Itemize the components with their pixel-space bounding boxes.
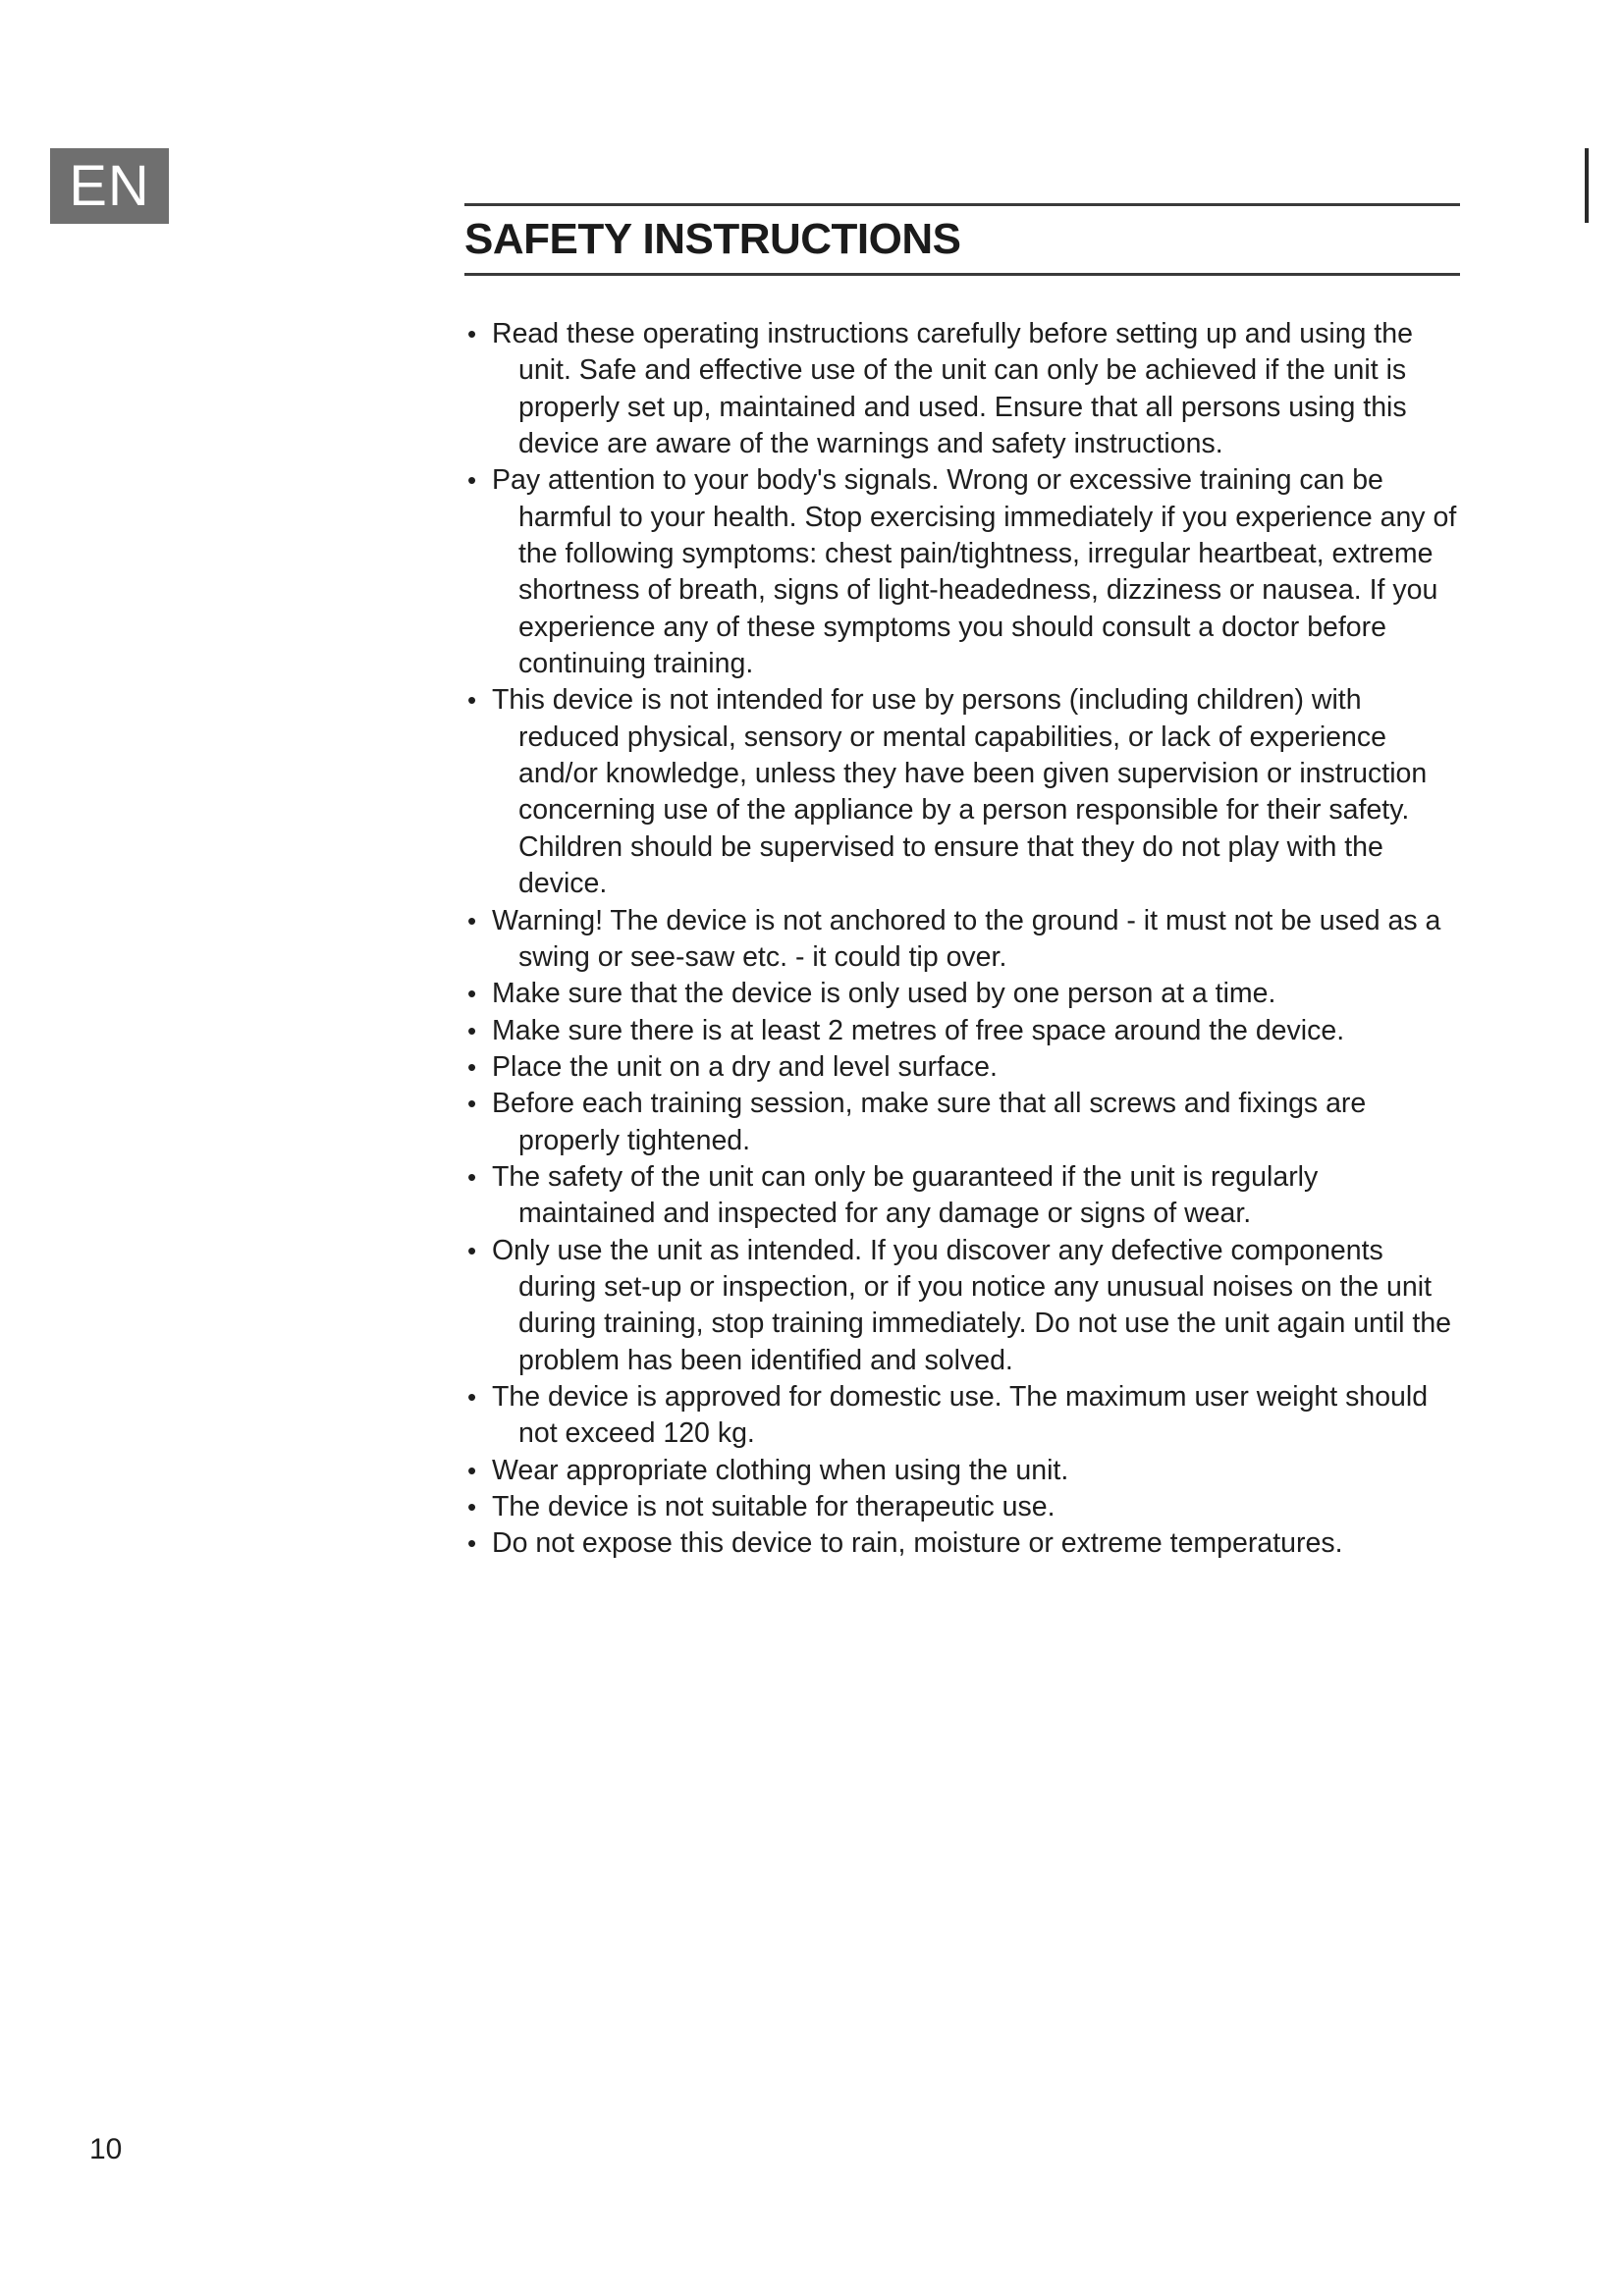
- bullet-icon: •: [467, 1492, 477, 1522]
- list-item-text: Wear appropriate clothing when using the unit.: [492, 1454, 1069, 1486]
- bullet-icon: •: [467, 1235, 477, 1265]
- list-item: [464, 1159, 1460, 1233]
- list-item: [464, 1013, 1460, 1049]
- list-item-text: The device is approved for domestic use. The maximum user weight should not exceed 120 kg.: [492, 1380, 1429, 1450]
- page-title: SAFETY INSTRUCTIONS: [464, 215, 961, 263]
- list-item-text: Before each training session, make sure that all screws and fixings are properly tightened.: [492, 1088, 1367, 1156]
- title-rule-bottom: [464, 273, 1460, 276]
- bullet-icon: •: [467, 1528, 477, 1559]
- list-item-text: Do not expose this device to rain, moisture or extreme temperatures.: [492, 1527, 1343, 1560]
- list-item: [464, 1453, 1460, 1489]
- list-item: [464, 1379, 1460, 1453]
- list-item-text: The device is not suitable for therapeutic use.: [492, 1491, 1056, 1522]
- list-item: [464, 903, 1460, 977]
- page-number: 10: [89, 2133, 123, 2165]
- bullet-icon: •: [467, 1381, 477, 1412]
- list-item: [464, 1086, 1460, 1159]
- language-badge: EN: [50, 148, 169, 224]
- bullet-icon: •: [467, 1161, 477, 1192]
- bullet-icon: •: [467, 905, 477, 935]
- list-item-text: This device is not intended for use by persons (including children) with reduced physical, sensory or mental capabilities, or lack of experience and/or knowledge, unless they have been given supervision or instruction concerning use of the appliance by a person responsible for their safety. Children should be supervised to ensure that they do not play with the device.: [492, 684, 1428, 900]
- list-item-text: Warning! The device is not anchored to the ground - it must not be used as a swing or see-saw etc. - it could tip over.: [492, 904, 1441, 973]
- list-item-text: Only use the unit as intended. If you discover any defective components during set-up or inspection, or if you notice any unusual noises on the unit during training, stop training immediately. Do not use the unit again until the problem has been identified and solved.: [492, 1234, 1452, 1376]
- list-item-text: Make sure that the device is only used by one person at a time.: [492, 978, 1276, 1010]
- bullet-icon: •: [467, 1455, 477, 1485]
- list-item: [464, 316, 1460, 462]
- bullet-icon: •: [467, 1089, 477, 1119]
- bullet-icon: •: [467, 1015, 477, 1045]
- list-item: [464, 1525, 1460, 1562]
- list-item: [464, 682, 1460, 902]
- list-item-text: Make sure there is at least 2 metres of free space around the device.: [492, 1014, 1345, 1046]
- title-rule-top: [464, 203, 1460, 206]
- list-item: [464, 976, 1460, 1012]
- list-item: [464, 1489, 1460, 1525]
- list-item-text: Place the unit on a dry and level surface.: [492, 1050, 998, 1083]
- safety-instructions-list: [464, 316, 1460, 1563]
- list-item: [464, 1233, 1460, 1379]
- bullet-icon: •: [467, 465, 477, 496]
- bullet-icon: •: [467, 319, 477, 348]
- bullet-icon: •: [467, 979, 477, 1009]
- bullet-icon: •: [467, 685, 477, 716]
- margin-marker: [1585, 148, 1589, 223]
- list-item-text: Read these operating instructions carefully before setting up and using the unit. Safe and effective use of the unit can only be achieved if the unit is properly set up, maintained and used. Ensure that all persons using this device are aware of the warnings and safety instructions.: [492, 318, 1413, 460]
- list-item-text: The safety of the unit can only be guaranteed if the unit is regularly maintained and inspected for any damage or signs of wear.: [492, 1160, 1319, 1230]
- bullet-icon: •: [467, 1051, 477, 1082]
- list-item: [464, 462, 1460, 682]
- list-item-text: Pay attention to your body's signals. Wrong or excessive training can be harmful to your health. Stop exercising immediately if you experience any of the following symptoms: chest pain/tightness, irregular heartbeat, extreme shortness of breath, signs of light-headedness, dizziness or nausea. If you experience any of these symptoms you should consult a doctor before continuing training.: [492, 464, 1457, 680]
- list-item: [464, 1049, 1460, 1086]
